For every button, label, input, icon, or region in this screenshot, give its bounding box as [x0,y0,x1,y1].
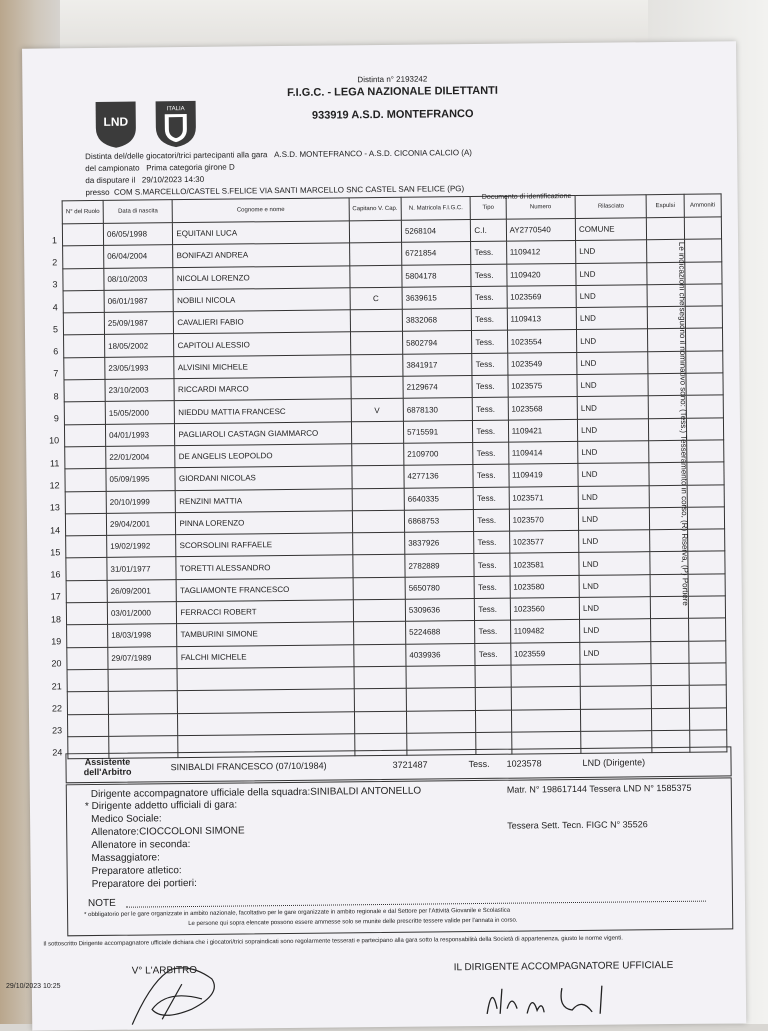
cell-numero: 1109414 [508,441,578,464]
cell-capitano [351,443,404,466]
cell-numero: 1023569 [507,285,577,308]
cell-matricola: 5802794 [402,331,472,354]
cell-matricola: 5715591 [403,420,473,443]
cell-ammoniti [687,484,725,507]
row-number: 3 [52,279,58,290]
col-ammoniti: Ammoniti [684,194,722,217]
cell-espulsi [647,217,684,240]
cell-ruolo [49,446,106,469]
cell-nome: PINNA LORENZO [176,511,352,535]
footnote-2: Le persone qui sopra elencate possono essere ammesse solo se munite delle prescritte tessere valide per l'annata in corso. [188,917,518,928]
cell-nome: FERRACCI ROBERT [177,600,353,624]
cell-ammoniti [685,351,723,374]
cell-matricola: 2109700 [404,443,474,466]
cell-nome [177,667,353,691]
cell-capitano [354,688,407,711]
cell-matricola: 6640335 [404,487,474,510]
cell-ammoniti [687,507,725,530]
cell-tipo: Tess. [471,264,506,287]
cell-capitano: V [351,399,404,422]
meta-value: Prima categoria girone D [146,162,235,173]
cell-ruolo [49,513,106,536]
cell-rilasciato: LND [577,418,649,441]
cell-nascita: 20/10/1999 [106,490,176,513]
cell-capitano [351,421,404,444]
cell-matricola: 5650780 [405,576,475,599]
cell-rilasciato: LND [576,285,648,308]
cell-capitano [353,599,406,622]
cell-nome: NIEDDU MATTIA FRANCESC [175,399,351,423]
timestamp: 29/10/2023 10:25 [6,983,61,990]
cell-ammoniti [688,574,726,597]
cell-ruolo [49,469,106,492]
cell-ruolo [50,602,107,625]
cell-matricola: 5804178 [402,264,472,287]
cell-tipo: Tess. [474,509,509,532]
cell-numero: 1023571 [509,486,579,509]
row-number: 21 [51,680,62,692]
cell-nome: TAGLIAMONTE FRANCESCO [177,578,353,602]
cell-nascita: 22/01/2004 [106,446,176,469]
cell-ruolo [53,335,105,358]
cell-ruolo [49,424,105,447]
cell-matricola: 4277136 [404,465,474,488]
cell-matricola: 3639615 [402,286,472,309]
meta-line-4 [85,184,464,197]
cell-espulsi [651,663,688,686]
cell-nascita: 15/05/2000 [105,401,175,424]
row-number: 15 [50,547,61,558]
lnd-logo [93,98,140,150]
cell-ammoniti [684,217,722,240]
cell-rilasciato [581,708,653,731]
cell-nascita: 08/10/2003 [104,267,174,290]
documento-header: Documento di identificazione [481,192,572,201]
cell-ruolo [52,313,104,336]
cell-nascita: 29/04/2001 [106,513,176,536]
cell-numero: 1109419 [509,464,579,487]
staff-box [66,777,734,936]
cell-nome: CAVALIERI FABIO [174,310,350,334]
cell-tipo: Tess. [471,286,506,309]
cell-rilasciato: LND [578,441,650,464]
cell-tipo: Tess. [474,576,509,599]
cell-numero: 1109413 [507,308,577,331]
cell-ruolo [51,647,108,670]
cell-tipo: Tess. [472,308,507,331]
cell-ammoniti [688,618,726,641]
row-number: 5 [52,324,59,335]
col-rilasciato: Rilasciato [575,195,647,219]
cell-matricola: 4039936 [406,643,476,666]
cell-capitano [352,510,405,533]
cell-nome: SCORSOLINI RAFFAELE [176,533,352,557]
cell-nascita: 26/09/2001 [107,579,177,602]
cell-tipo: Tess. [473,398,508,421]
cell-tipo: Tess. [472,331,507,354]
cell-espulsi [652,708,689,731]
cell-matricola: 3841917 [403,353,473,376]
col-tipo: Tipo [470,196,505,219]
meta-value: A.S.D. MONTEFRANCO - A.S.D. CICONIA CALCIO (A) [274,148,472,160]
cell-nascita: 05/09/1995 [106,468,176,491]
cell-nascita: 06/01/1987 [104,290,174,313]
cell-numero: 1109420 [506,263,576,286]
cell-espulsi [652,686,689,709]
cell-rilasciato: LND [578,485,650,508]
row-number: 7 [53,368,59,379]
cell-rilasciato: LND [579,552,651,575]
cell-rilasciato: LND [577,374,649,397]
cell-nome [178,711,354,735]
cell-ammoniti [685,284,723,307]
cell-numero: 1109482 [510,620,580,643]
cell-tipo: Tess. [475,643,510,666]
cell-nascita: 18/03/1998 [108,624,178,647]
cell-matricola: 2129674 [403,376,473,399]
cell-numero: 1023560 [510,597,580,620]
cell-numero: 1023570 [509,508,579,531]
cell-nome: PAGLIAROLI CASTAGN GIAMMARCO [175,421,351,445]
cell-tipo: Tess. [474,487,509,510]
figc-logo [153,97,200,149]
allenatore2-line: Allenatore in seconda: [91,839,191,852]
cell-matricola [406,688,476,711]
assistant-matricola: 3721487 [392,759,428,770]
cell-nome: RICCARDI MARCO [174,377,350,401]
cell-numero: 1023575 [508,375,578,398]
cell-numero: 1023554 [507,330,577,353]
cell-ammoniti [684,239,722,262]
note-label: NOTE [87,897,116,910]
roster-table [49,193,728,759]
dirigente-matricola: Matr. N° 198617144 Tessera LND N° 1585375 [506,782,692,795]
row-number: 18 [50,614,62,625]
cell-numero: 1023568 [508,397,578,420]
meta-label: Distinta del/delle giocatori/trici partecipanti alla gara [85,150,268,162]
cell-tipo: Tess. [473,442,508,465]
cell-nome: DE ANGELIS LEOPOLDO [175,444,351,468]
cell-nome: CAPITOLI ALESSIO [174,332,350,356]
cell-rilasciato: LND [577,396,649,419]
portieri-line: Preparatore dei portieri: [91,877,197,891]
cell-matricola: 2782889 [405,554,475,577]
cell-ammoniti [685,306,723,329]
dirigente-signature [482,977,642,1019]
row-number: 8 [53,391,59,402]
svg-text:ITALIA: ITALIA [166,106,185,113]
cell-ruolo [53,379,105,402]
cell-ruolo [50,536,107,559]
cell-matricola: 5224688 [406,621,476,644]
cell-tipo: Tess. [473,420,508,443]
row-number: 19 [51,636,62,647]
cell-ammoniti [685,328,723,351]
cell-nascita: 18/05/2002 [105,334,175,357]
cell-nascita: 04/01/1993 [105,423,175,446]
arbitro-signature [122,959,233,1030]
meta-label: del campionato [85,163,140,174]
meta-line-3 [85,175,204,185]
cell-capitano: C [350,287,403,310]
cell-tipo: Tess. [473,464,508,487]
cell-rilasciato: LND [578,463,650,486]
cell-numero: 1023580 [510,575,580,598]
cell-rilasciato: LND [576,262,648,285]
col-espulsi: Espulsi [647,194,684,217]
row-number: 23 [52,725,63,736]
cell-nome: NOBILI NICOLA [173,288,349,312]
side-note: Le indicazioni che seguono il nominativo sono: (Tess.) Tesseramento in corso, (R) Riserva, (P) Portiere [677,241,690,606]
cell-rilasciato [580,686,652,709]
cell-nome: BONIFAZI ANDREA [173,243,349,267]
row-number: 6 [53,346,59,357]
arbitro-label: V° L'ARBITRO [131,964,198,977]
row-number: 14 [49,524,61,535]
cell-ammoniti [687,462,725,485]
cell-matricola [406,710,476,733]
cell-nascita: 03/01/2000 [107,602,177,625]
cell-tipo [476,710,511,733]
row-number: 11 [49,457,60,469]
cell-nascita [108,691,178,714]
cell-ruolo [52,268,104,291]
cell-nome: GIORDANI NICOLAS [175,466,351,490]
cell-tipo: Tess. [474,554,509,577]
cell-tipo: Tess. [472,353,507,376]
row-number: 17 [50,591,61,602]
cell-numero: 1023559 [510,642,580,665]
cell-tipo: C.I. [471,219,506,242]
col-nascita: Data di nascita [103,200,173,224]
row-number: 10 [49,435,60,446]
cell-numero: 1023549 [507,352,577,375]
cell-nome [178,689,354,713]
cell-ruolo [50,558,107,581]
cell-rilasciato: LND [579,597,651,620]
club-title: 933919 A.S.D. MONTEFRANCO [311,108,474,122]
cell-capitano [352,555,405,578]
dirigente-line: Dirigente accompagnatore ufficiale della squadra:SINIBALDI ANTONELLO [90,785,422,801]
cell-nascita: 06/04/2004 [104,245,174,268]
cell-capitano [352,532,405,555]
meta-label: presso [85,187,110,198]
cell-capitano [354,711,407,734]
assistant-name: SINIBALDI FRANCESCO (07/10/1984) [170,760,327,773]
meta-value: COM S.MARCELLO/CASTEL S.FELICE VIA SANTI MARCELLO SNC CASTEL SAN FELICE (PG) [113,184,465,197]
cell-matricola: 5268104 [401,220,471,243]
meta-value: 29/10/2023 14:30 [141,174,205,185]
cell-nome: RENZINI MATTIA [176,488,352,512]
cell-tipo [475,665,510,688]
cell-rilasciato: LND [578,508,650,531]
cell-numero: AY2770540 [506,218,576,241]
cell-capitano [350,309,403,332]
cell-ammoniti [686,373,724,396]
cell-ammoniti [688,551,726,574]
row-number: 22 [51,703,62,714]
cell-capitano [349,243,402,266]
meta-line-2 [85,163,235,174]
cell-capitano [350,376,403,399]
cell-capitano [351,466,404,489]
cell-capitano [350,354,403,377]
row-number: 9 [53,413,59,424]
cell-numero [511,709,581,732]
cell-nascita: 29/07/1989 [108,646,178,669]
cell-ammoniti [689,685,727,708]
svg-text:LND: LND [103,114,129,129]
cell-matricola: 3832068 [402,309,472,332]
cell-matricola: 3837926 [405,532,475,555]
massaggiatore-line: Massaggiatore: [91,852,160,865]
cell-ruolo [51,223,103,246]
cell-matricola: 6878130 [403,398,473,421]
cell-tipo: Tess. [471,241,506,264]
cell-ammoniti [686,440,724,463]
addetto-line: * Dirigente addetto ufficiali di gara: [84,799,238,813]
cell-nome: NICOLAI LORENZO [173,265,349,289]
cell-nome: FALCHI MICHELE [177,644,353,668]
cell-tipo: Tess. [475,621,510,644]
cell-capitano [352,488,405,511]
cell-nascita: 06/05/1998 [103,223,173,246]
cell-tipo: Tess. [472,375,507,398]
cell-ruolo [52,246,104,269]
cell-ruolo [52,290,104,313]
cell-ammoniti [686,418,724,441]
cell-nome: EQUITANI LUCA [173,221,349,245]
declaration: Il sottoscritto Dirigente accompagnatore ufficiale dichiara che i giocatori/trici sopraindicati sono regolarmente tesserati e partecipano alla gara sotto la responsabilità della Società di appartenenza, giusto le norme vigenti. [43,935,623,948]
cell-rilasciato: LND [580,619,652,642]
cell-ruolo [51,625,108,648]
cell-capitano [349,220,402,243]
cell-nascita [108,713,178,736]
cell-capitano [354,666,407,689]
row-number: 24 [52,747,63,758]
distinta-number: Distinta n° 2193242 [357,74,428,85]
cell-capitano [353,644,406,667]
cell-ruolo [51,669,108,692]
cell-matricola [406,665,476,688]
preparatore-line: Preparatore atletico: [91,865,182,878]
cell-capitano [353,622,406,645]
cell-ruolo [52,714,108,737]
cell-nascita: 31/01/1977 [107,557,177,580]
medico-line: Medico Sociale: [91,813,162,826]
assistant-rilasciato: LND (Dirigente) [582,757,646,768]
allenatore-line: Allenatore:CIOCCOLONI SIMONE [91,825,245,839]
col-nome: Cognome e nome [173,198,349,223]
cell-rilasciato: LND [576,240,648,263]
federation-title: F.I.G.C. - LEGA NAZIONALE DILETTANTI [287,84,498,99]
cell-capitano [349,265,402,288]
cell-nascita: 23/10/2003 [105,379,175,402]
cell-rilasciato: LND [577,329,649,352]
dirigente-sign-label: IL DIRIGENTE ACCOMPAGNATORE UFFICIALE [453,959,674,974]
row-number: 16 [50,569,61,580]
row-number: 13 [49,502,60,513]
row-number: 4 [52,301,58,312]
cell-rilasciato: LND [577,351,649,374]
cell-ammoniti [687,529,725,552]
cell-numero [511,664,581,687]
assistant-numero: 1023578 [506,758,542,769]
cell-nascita: 23/05/1993 [105,356,175,379]
col-capitano: Capitano V. Cap. [349,197,402,221]
cell-rilasciato: LND [579,574,651,597]
cell-ammoniti [688,641,726,664]
cell-ruolo [53,357,105,380]
col-numero: Numero [506,195,576,219]
cell-ruolo [50,580,107,603]
cell-ammoniti [689,707,727,730]
cell-capitano [353,577,406,600]
row-number: 12 [49,480,60,491]
row-number: 2 [52,257,58,268]
row-number: 1 [51,235,58,246]
meta-line-1 [85,148,472,161]
cell-numero: 1109421 [508,419,578,442]
cell-matricola: 6868753 [404,509,474,532]
match-sheet [22,41,746,1030]
col-matricola: N. Matricola F.I.G.C. [401,197,471,221]
cell-numero [511,687,581,710]
cell-nascita: 19/02/1992 [107,535,177,558]
cell-ammoniti [684,262,722,285]
cell-matricola: 5309636 [405,599,475,622]
cell-nome: ALVISINI MICHELE [174,355,350,379]
cell-ammoniti [688,596,726,619]
cell-rilasciato: LND [579,530,651,553]
cell-numero: 1023581 [509,553,579,576]
cell-tipo: Tess. [474,531,509,554]
cell-rilasciato: LND [580,641,652,664]
cell-ruolo [49,491,106,514]
cell-tipo [476,687,511,710]
cell-nome: TAMBURINI SIMONE [177,622,353,646]
cell-ammoniti [689,663,727,686]
col-ruolo: N° del Ruolo [62,200,103,223]
meta-label: da disputare il [85,175,136,186]
cell-matricola: 6721854 [402,242,472,265]
cell-nome: TORETTI ALESSANDRO [176,555,352,579]
cell-rilasciato: LND [576,307,648,330]
cell-ruolo [51,692,108,715]
cell-rilasciato [580,664,652,687]
row-number: 20 [51,658,62,669]
cell-rilasciato: COMUNE [575,218,647,241]
footnote-1: * obbligatorio per le gare organizzate in ambito nazionale, facoltativo per le gare organizzate in ambito regionale e dal Settore per l'Attività Giovanile e Scolastica [84,907,511,919]
tessera-tecnica: Tessera Sett. Tecn. FIGC N° 35526 [507,819,648,831]
cell-capitano [350,332,403,355]
assistant-label: Assistente dell'Arbitro [83,756,132,778]
cell-nascita: 25/09/1987 [104,312,174,335]
assistant-tipo: Tess. [468,758,490,770]
cell-nascita [108,669,178,692]
cell-ruolo [53,402,105,425]
cell-ammoniti [686,395,724,418]
cell-tipo: Tess. [475,598,510,621]
cell-numero: 1109412 [506,241,576,264]
cell-numero: 1023577 [509,531,579,554]
